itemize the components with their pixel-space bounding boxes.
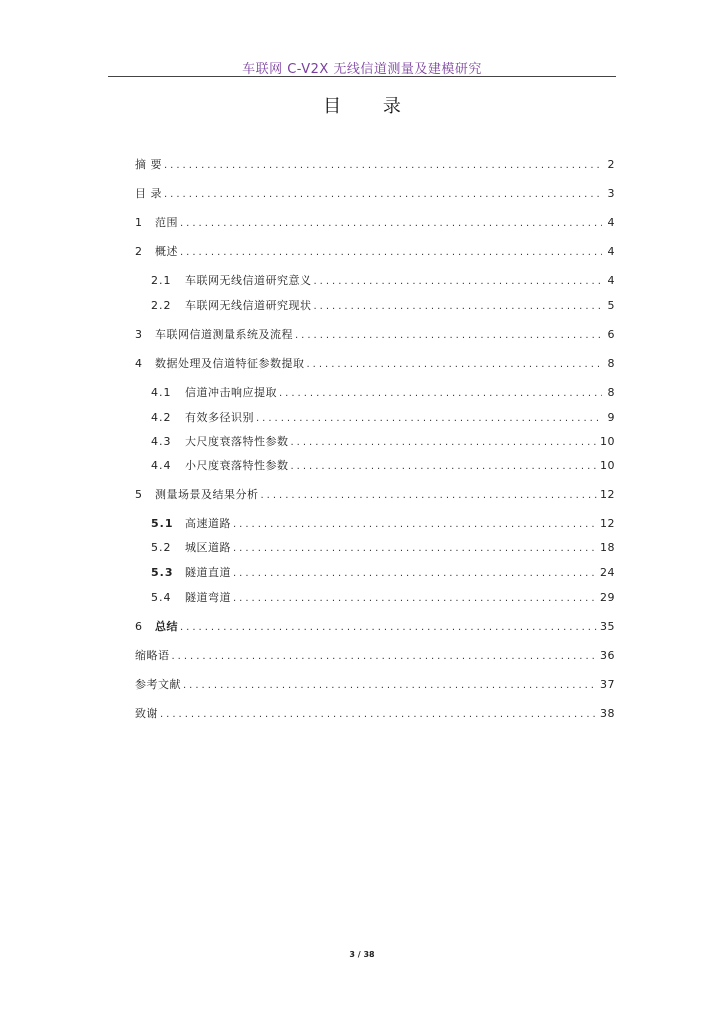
toc-entry-section-2-2[interactable] <box>151 297 615 313</box>
toc-entry-number: 4.3 <box>151 435 172 448</box>
toc-entry-number: 1 <box>135 216 143 229</box>
toc-entry-title: 目 录 <box>135 187 162 200</box>
toc-entry-contents[interactable] <box>135 185 615 201</box>
toc-leader-dots <box>183 680 597 691</box>
toc-leader-dots <box>295 330 602 341</box>
toc-entry-title: 总结 <box>155 620 178 633</box>
toc-entry-title: 小尺度衰落特性参数 <box>185 459 289 472</box>
toc-entry-title: 信道冲击响应提取 <box>185 386 277 399</box>
toc-entry-section-5-3[interactable] <box>151 564 615 580</box>
toc-entry-page: 37 <box>600 678 615 691</box>
toc-entry-title: 大尺度衰落特性参数 <box>185 435 289 448</box>
toc-entry-number: 4 <box>135 357 143 370</box>
toc-leader-dots <box>307 359 603 370</box>
toc-entry-section-4-3[interactable] <box>151 433 615 449</box>
toc-leader-dots <box>172 651 598 662</box>
toc-entry-section-4[interactable] <box>135 355 615 371</box>
toc-entry-number: 5.3 <box>151 566 174 579</box>
toc-entry-number: 6 <box>135 620 143 633</box>
toc-entry-page: 6 <box>607 328 615 341</box>
toc-leader-dots <box>164 160 602 171</box>
toc-entry-section-5-2[interactable] <box>151 539 615 555</box>
toc-entry-page: 4 <box>607 274 615 287</box>
toc-entry-title: 有效多径识别 <box>185 411 254 424</box>
toc-entry-page: 29 <box>600 591 615 604</box>
toc-leader-dots <box>160 709 597 720</box>
toc-entry-title: 车联网无线信道研究现状 <box>185 299 312 312</box>
running-header-title: 车联网 C-V2X 无线信道测量及建模研究 <box>242 62 482 77</box>
toc-heading: 目 录 <box>323 96 419 117</box>
toc-leader-dots <box>233 593 597 604</box>
toc-entry-number: 5.2 <box>151 541 172 554</box>
toc-entry-title: 概述 <box>155 245 178 258</box>
toc-entry-number: 2.1 <box>151 274 172 287</box>
toc-leader-dots <box>164 189 602 200</box>
toc-entry-page: 38 <box>600 707 615 720</box>
toc-leader-dots <box>261 490 598 501</box>
toc-entry-acknowledgements[interactable] <box>135 705 615 721</box>
toc-entry-title: 隧道弯道 <box>185 591 231 604</box>
toc-entry-section-5[interactable] <box>135 486 615 502</box>
toc-leader-dots <box>256 413 602 424</box>
toc-entry-page: 9 <box>607 411 615 424</box>
toc-entry-section-3[interactable] <box>135 326 615 342</box>
toc-entry-section-2-1[interactable] <box>151 272 615 288</box>
toc-entry-page: 4 <box>607 216 615 229</box>
toc-entry-page: 3 <box>607 187 615 200</box>
toc-entry-number: 4.2 <box>151 411 172 424</box>
toc-entry-title: 摘 要 <box>135 158 162 171</box>
toc-entry-title: 城区道路 <box>185 541 231 554</box>
toc-entry-number: 4.4 <box>151 459 172 472</box>
toc-entry-page: 4 <box>607 245 615 258</box>
toc-entry-number: 5.1 <box>151 517 174 530</box>
toc-entry-page: 10 <box>600 435 615 448</box>
toc-entry-section-6[interactable] <box>135 618 615 634</box>
toc-entry-title: 数据处理及信道特征参数提取 <box>155 357 305 370</box>
toc-leader-dots <box>291 437 598 448</box>
toc-entry-page: 8 <box>607 357 615 370</box>
toc-entry-title: 范围 <box>155 216 178 229</box>
toc-entry-number: 5 <box>135 488 143 501</box>
toc-entry-title: 测量场景及结果分析 <box>155 488 259 501</box>
toc-leader-dots <box>180 218 602 229</box>
toc-leader-dots <box>233 568 597 579</box>
toc-entry-title: 参考文献 <box>135 678 181 691</box>
toc-entry-title: 高速道路 <box>185 517 231 530</box>
toc-entry-page: 36 <box>600 649 615 662</box>
toc-entry-section-4-1[interactable] <box>151 384 615 400</box>
toc-entry-number: 5.4 <box>151 591 172 604</box>
toc-entry-abstract[interactable] <box>135 156 615 172</box>
toc-leader-dots <box>180 622 597 633</box>
toc-entry-section-4-4[interactable] <box>151 457 615 473</box>
toc-entry-page: 35 <box>600 620 615 633</box>
toc-entry-section-5-4[interactable] <box>151 589 615 605</box>
toc-entry-title: 车联网信道测量系统及流程 <box>155 328 293 341</box>
toc-entry-page: 5 <box>607 299 615 312</box>
toc-leader-dots <box>233 519 597 530</box>
toc-entry-section-2[interactable] <box>135 243 615 259</box>
toc-entry-page: 12 <box>600 488 615 501</box>
toc-entry-references[interactable] <box>135 676 615 692</box>
toc-entry-number: 2 <box>135 245 143 258</box>
toc-entry-number: 3 <box>135 328 143 341</box>
toc-entry-section-4-2[interactable] <box>151 409 615 425</box>
toc-leader-dots <box>233 543 597 554</box>
toc-leader-dots <box>314 276 603 287</box>
toc-entry-section-1[interactable] <box>135 214 615 230</box>
page-number: 3 / 38 <box>349 950 375 959</box>
toc-entry-page: 24 <box>600 566 615 579</box>
toc-entry-page: 8 <box>607 386 615 399</box>
toc-entry-page: 18 <box>600 541 615 554</box>
toc-entry-title: 隧道直道 <box>185 566 231 579</box>
toc-entry-title: 车联网无线信道研究意义 <box>185 274 312 287</box>
toc-entry-abbreviations[interactable] <box>135 647 615 663</box>
toc-leader-dots <box>279 388 602 399</box>
toc-entry-title: 缩略语 <box>135 649 170 662</box>
toc-entry-page: 12 <box>600 517 615 530</box>
toc-entry-title: 致谢 <box>135 707 158 720</box>
toc-leader-dots <box>180 247 602 258</box>
toc-entry-number: 2.2 <box>151 299 172 312</box>
toc-leader-dots <box>314 301 603 312</box>
toc-entry-page: 2 <box>607 158 615 171</box>
toc-entry-section-5-1[interactable] <box>151 515 615 531</box>
toc-entry-page: 10 <box>600 459 615 472</box>
toc-leader-dots <box>291 461 598 472</box>
toc-entry-number: 4.1 <box>151 386 172 399</box>
